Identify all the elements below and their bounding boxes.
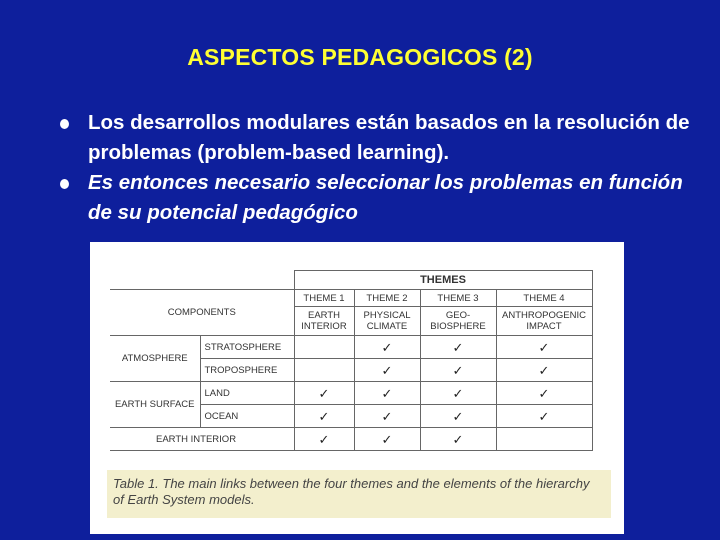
check-cell: ✓ — [496, 405, 592, 428]
check-cell: ✓ — [354, 359, 420, 382]
row-label: LAND — [200, 382, 294, 405]
theme-number: THEME 1 — [294, 290, 354, 307]
themes-header: THEMES — [294, 271, 592, 290]
theme-number: THEME 2 — [354, 290, 420, 307]
group-label: EARTH SURFACE — [110, 382, 200, 428]
bullet-item — [58, 108, 698, 168]
check-cell: ✓ — [420, 336, 496, 359]
check-cell: ✓ — [496, 359, 592, 382]
check-cell: ✓ — [354, 405, 420, 428]
row-label: TROPOSPHERE — [200, 359, 294, 382]
theme-name: ANTHROPOGENIC IMPACT — [496, 307, 592, 336]
row-label: STRATOSPHERE — [200, 336, 294, 359]
check-cell: ✓ — [420, 428, 496, 451]
check-cell: ✓ — [420, 382, 496, 405]
bullet-list — [58, 108, 698, 224]
check-cell: ✓ — [420, 359, 496, 382]
table-figure — [90, 242, 624, 534]
table-row — [110, 382, 592, 405]
table-row — [110, 428, 592, 451]
bullet-dot-icon — [60, 119, 69, 129]
check-cell: ✓ — [294, 382, 354, 405]
check-cell — [294, 336, 354, 359]
table-caption: Table 1. The main links between the four themes and the elements of the hierarchy of Earth System models. — [113, 476, 590, 507]
theme-number: THEME 4 — [496, 290, 592, 307]
caption-box — [107, 470, 611, 518]
check-cell — [294, 359, 354, 382]
check-cell: ✓ — [294, 428, 354, 451]
theme-name: EARTH INTERIOR — [294, 307, 354, 336]
theme-name: PHYSICAL CLIMATE — [354, 307, 420, 336]
check-cell: ✓ — [354, 428, 420, 451]
table-row — [110, 336, 592, 359]
group-label: ATMOSPHERE — [110, 336, 200, 382]
theme-number: THEME 3 — [420, 290, 496, 307]
check-cell: ✓ — [496, 382, 592, 405]
themes-table — [110, 270, 593, 451]
check-cell — [496, 428, 592, 451]
check-cell: ✓ — [496, 336, 592, 359]
bullet-item — [58, 168, 698, 224]
row-label: EARTH INTERIOR — [110, 428, 294, 451]
components-header: COMPONENTS — [110, 290, 294, 336]
check-cell: ✓ — [354, 336, 420, 359]
bullet-text: Los desarrollos modulares están basados en la resolución de problemas (problem-based learning). — [88, 111, 690, 164]
bullet-dot-icon — [60, 179, 69, 189]
check-cell: ✓ — [420, 405, 496, 428]
theme-name: GEO- BIOSPHERE — [420, 307, 496, 336]
slide-title: ASPECTOS PEDAGOGICOS (2) — [187, 44, 533, 70]
bullet-text: Es entonces necesario seleccionar los problemas en función de su potencial pedagógico — [88, 171, 683, 224]
check-cell: ✓ — [294, 405, 354, 428]
check-cell: ✓ — [354, 382, 420, 405]
row-label: OCEAN — [200, 405, 294, 428]
